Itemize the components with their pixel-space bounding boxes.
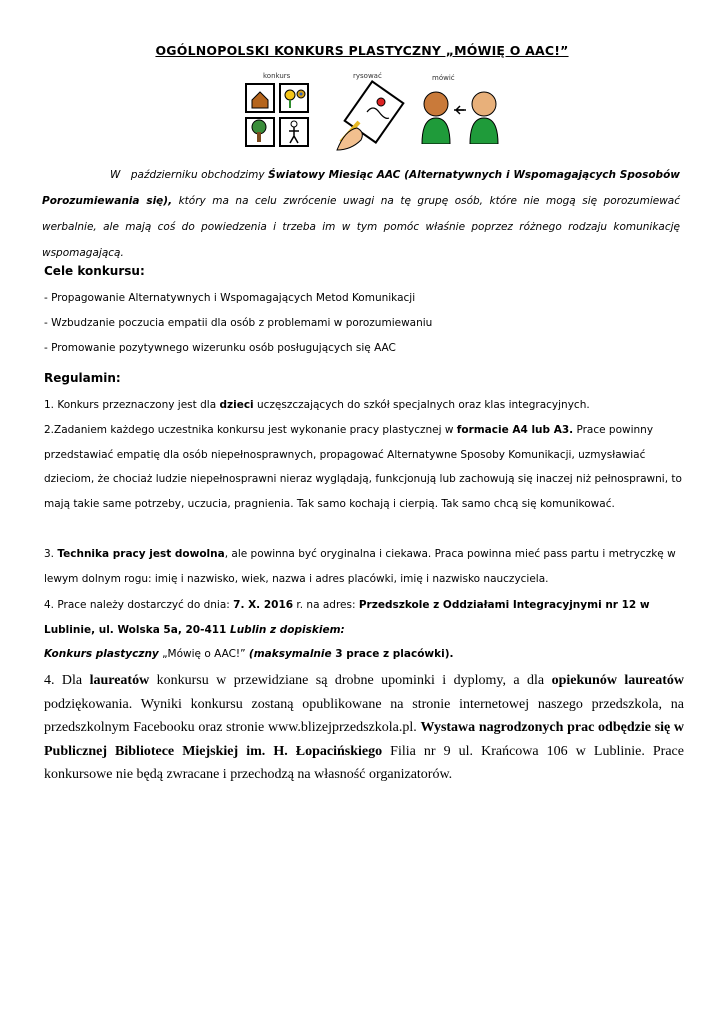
aac-symbols bbox=[0, 70, 724, 155]
rule-4: 4. Prace należy dostarczyć do dnia: 7. X. 2016 r. na adres: Przedszkole z Oddziałami Integracyjnymi nr 12 w Lublinie, ul. Wolska 5a, 20-411 Lublin z dopiskiem: Konkurs plastyczny „Mówię o AAC!” (maksymalnie 3 prace z placówki). bbox=[44, 599, 650, 660]
rules-heading: Regulamin: bbox=[44, 371, 121, 385]
drawing-hand-icon bbox=[335, 80, 407, 152]
symbol-label-rysowac: rysować bbox=[353, 72, 382, 80]
goals-heading: Cele konkursu: bbox=[44, 264, 145, 278]
intro-text-1: październiku obchodzimy bbox=[130, 169, 269, 181]
symbol-label-konkurs: konkurs bbox=[263, 72, 291, 80]
document-title: OGÓLNOPOLSKI KONKURS PLASTYCZNY „MÓWIĘ O AAC!” bbox=[155, 43, 569, 58]
goal-item: - Propagowanie Alternatywnych i Wspomagających Metod Komunikacji bbox=[44, 292, 416, 304]
intro-paragraph bbox=[42, 162, 680, 266]
intro-w: W bbox=[110, 169, 121, 181]
symbol-label-mowic: mówić bbox=[432, 74, 455, 82]
intro-text-2: który ma na celu zwrócenie uwagi na tę grupę osób, które nie mogą się porozumiewać werbalnie, ale mają coś do powiedzenia i trzeba im w tym pomóc właśnie poprzez różnego rodzaju komunikację wspomagającą. bbox=[42, 195, 680, 259]
intro-bold: Światowy Miesiąc AAC (Alternatywnych i Wspomagających Sposobów Porozumiewania się), bbox=[42, 169, 680, 207]
rule-2: 2.Zadaniem każdego uczestnika konkursu jest wykonanie pracy plastycznej w formacie A4 lub A3. Prace powinny przedstawiać empatię dla osób niepełnosprawnych, propagować Alternatywne Sposoby Komunikacji, uzmysławiać dzieciom, że chociaż ludzie niepełnosprawni nieraz wyglądają, funkcjonują lub zachowują się inaczej niż pełnosprawni, to mają takie same potrzeby, uczucia, pragnienia. Tak samo kochają i cierpią. Tak samo chcą się komunikować. bbox=[44, 424, 682, 510]
rule-3: 3. Technika pracy jest dowolna, ale powinna być oryginalna i ciekawa. Praca powinna mieć pass partu i metryczkę w lewym dolnym rogu: imię i nazwisko, wiek, nazwa i adres placówki, imię i nazwisko nauczyciela. bbox=[44, 548, 676, 585]
rule-1: 1. Konkurs przeznaczony jest dla dzieci uczęszczających do szkół specjalnych oraz klas integracyjnych. bbox=[44, 399, 590, 411]
goal-item: - Promowanie pozytywnego wizerunku osób posługujących się AAC bbox=[44, 342, 396, 354]
goal-item: - Wzbudzanie poczucia empatii dla osób z problemami w porozumiewaniu bbox=[44, 317, 433, 329]
contest-icon bbox=[244, 82, 310, 148]
rule-5: 4. Dla laureatów konkursu w przewidziane są drobne upominki i dyplomy, a dla opiekunów laureatów podziękowania. Wyniki konkursu zostaną opublikowane na stronie internetowej naszego przedszkola, na przedszkolnym Facebooku oraz stronie www.blizejprzedszkola.pl. Wystawa nagrodzonych prac odbędzie się w Publicznej Bibliotece Miejskiej im. H. Łopacińskiego Filia nr 9 ul. Krańcowa 106 w Lublinie. Prace konkursowe nie będą zwracane i przechodzą na własność organizatorów. bbox=[44, 673, 685, 782]
talking-people-icon bbox=[420, 86, 502, 144]
